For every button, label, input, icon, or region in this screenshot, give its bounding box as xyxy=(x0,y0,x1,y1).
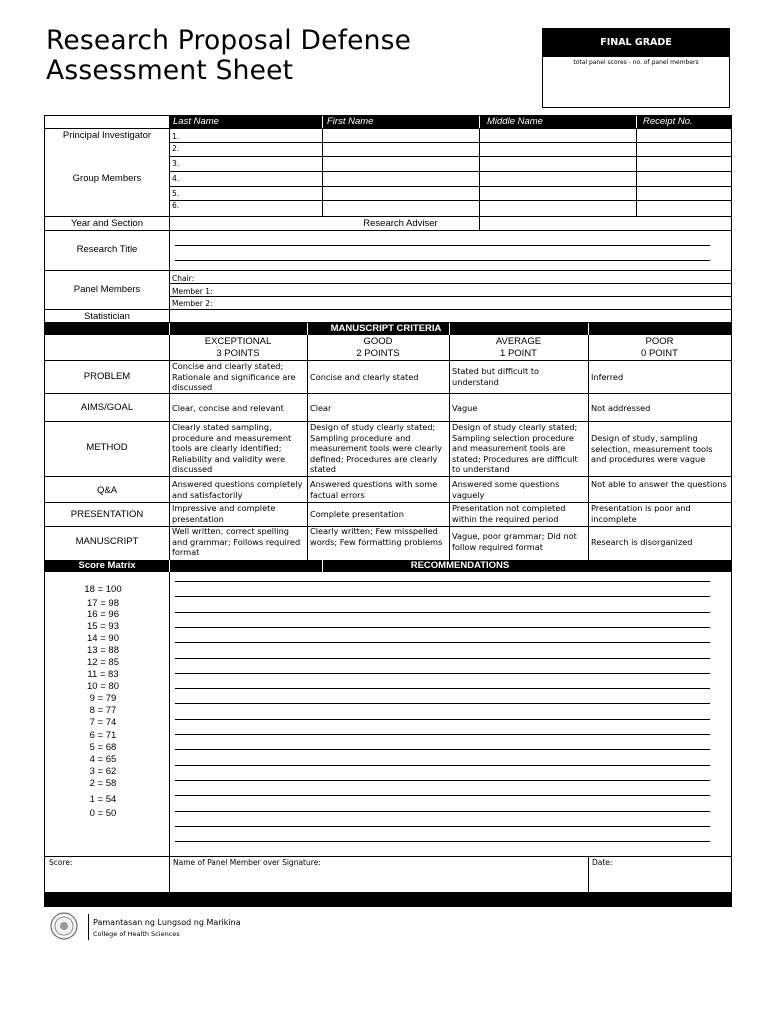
statistician-label: Statistician xyxy=(84,311,130,322)
score-matrix-entry: 17 = 98 xyxy=(87,598,119,609)
criterion-cell: Answered questions completely and satisfactorily xyxy=(172,479,303,500)
criterion-cell: Clearly stated sampling, procedure and measurement tools are clearly identified; Reliability and validity were discussed xyxy=(172,422,292,475)
recommendation-line[interactable] xyxy=(175,688,710,689)
criterion-cell: Not able to answer the questions xyxy=(591,479,727,489)
recommendation-line[interactable] xyxy=(175,841,710,842)
level-good xyxy=(307,336,449,359)
recommendation-line[interactable] xyxy=(175,780,710,781)
title-line-2: Assessment Sheet xyxy=(46,55,294,86)
recommendation-line[interactable] xyxy=(175,765,710,766)
score-matrix-entry: 15 = 93 xyxy=(87,621,119,632)
panel-chair-label: Chair: xyxy=(172,274,195,283)
year-section-label: Year and Section xyxy=(70,218,143,229)
criterion-cell: Concise and clearly stated xyxy=(310,372,419,382)
recommendation-line[interactable] xyxy=(175,596,710,597)
score-matrix-entry: 2 = 58 xyxy=(89,778,117,789)
score-matrix-entry: 3 = 62 xyxy=(89,766,117,777)
row-number-5: 5. xyxy=(172,189,180,198)
col-first-name: First Name xyxy=(327,116,374,127)
research-adviser-label: Research Adviser xyxy=(363,218,438,229)
level-poor xyxy=(588,336,731,359)
recommendation-line[interactable] xyxy=(175,719,710,720)
score-matrix-entry: 9 = 79 xyxy=(89,693,117,704)
criterion-presentation: PRESENTATION xyxy=(70,509,144,520)
score-matrix-entry: 13 = 88 xyxy=(87,645,119,656)
score-matrix-entry: 16 = 96 xyxy=(87,609,119,620)
group-members-label: Group Members xyxy=(72,173,142,184)
score-matrix-entry: 14 = 90 xyxy=(87,633,119,644)
criterion-cell: Well written, correct spelling and grammar; Follows required format xyxy=(172,526,301,558)
score-matrix-entry: 7 = 74 xyxy=(89,717,117,728)
score-matrix-label: Score Matrix xyxy=(78,560,136,571)
recommendation-line[interactable] xyxy=(175,826,710,827)
score-matrix-entry: 4 = 65 xyxy=(89,754,117,765)
panel-member-2-label: Member 2: xyxy=(172,299,213,308)
final-grade-box[interactable] xyxy=(542,28,730,108)
criterion-cell: Vague xyxy=(452,403,478,413)
criterion-manuscript: MANUSCRIPT xyxy=(75,536,139,547)
level-average xyxy=(449,336,588,359)
criterion-aims-goal: AIMS/GOAL xyxy=(80,402,134,413)
final-grade-note: total panel scores - no. of panel members xyxy=(573,59,699,66)
criterion-cell: Presentation not completed within the required period xyxy=(452,503,566,524)
criterion-cell: Design of study clearly stated; Sampling procedure and measurement tools were clearly defined; Procedures are clearly stated xyxy=(310,422,442,475)
level-name: GOOD xyxy=(363,336,393,347)
recommendation-line[interactable] xyxy=(175,581,710,582)
score-matrix-entry: 6 = 71 xyxy=(89,730,117,741)
recommendation-line[interactable] xyxy=(175,749,710,750)
criterion-cell: Inferred xyxy=(591,372,624,382)
row-number-1: 1. xyxy=(172,132,180,141)
criterion-qa: Q&A xyxy=(96,485,118,496)
recommendation-line[interactable] xyxy=(175,811,710,812)
score-matrix-entry: 12 = 85 xyxy=(87,657,119,668)
criterion-cell: Not addressed xyxy=(591,403,651,413)
date-field-label: Date: xyxy=(592,858,613,867)
level-name: EXCEPTIONAL xyxy=(204,336,272,347)
title-line-1: Research Proposal Defense xyxy=(46,25,412,56)
page-title xyxy=(46,26,411,86)
criterion-cell: Answered some questions vaguely xyxy=(452,479,560,500)
level-points: 2 POINTS xyxy=(356,348,400,359)
recommendation-line[interactable] xyxy=(175,734,710,735)
criterion-cell: Clear, concise and relevant xyxy=(172,403,284,413)
level-points: 1 POINT xyxy=(500,348,537,359)
signature-field-label: Name of Panel Member over Signature: xyxy=(173,858,321,867)
score-matrix-entry: 11 = 83 xyxy=(87,669,119,680)
recommendation-line[interactable] xyxy=(175,642,710,643)
panel-members-label: Panel Members xyxy=(73,284,141,295)
recommendations-label: RECOMMENDATIONS xyxy=(410,560,510,571)
recommendation-line[interactable] xyxy=(175,795,710,796)
level-points: 0 POINT xyxy=(641,348,678,359)
score-matrix-entry: 0 = 50 xyxy=(89,808,117,819)
score-matrix-entry: 5 = 68 xyxy=(89,742,117,753)
criterion-cell: Vague, poor grammar; Did not follow required format xyxy=(452,531,577,552)
recommendation-line[interactable] xyxy=(175,703,710,704)
panel-member-1-label: Member 1: xyxy=(172,287,213,296)
assessment-form xyxy=(44,115,732,907)
principal-investigator-label: Principal Investigator xyxy=(62,130,152,141)
level-name: AVERAGE xyxy=(495,336,542,347)
criterion-cell: Concise and clearly stated; Rationale and significance are discussed xyxy=(172,361,296,393)
score-matrix-entry: 18 = 100 xyxy=(84,584,122,595)
row-number-3: 3. xyxy=(172,159,180,168)
criterion-cell: Answered questions with some factual errors xyxy=(310,479,438,500)
col-receipt-no: Receipt No. xyxy=(643,116,693,127)
score-matrix-entry: 1 = 54 xyxy=(89,794,117,805)
criterion-cell: Design of study, sampling selection, measurement tools and procedures were vague xyxy=(591,433,713,465)
criterion-method: METHOD xyxy=(86,442,128,453)
recommendation-line[interactable] xyxy=(175,627,710,628)
manuscript-criteria-label: MANUSCRIPT CRITERIA xyxy=(330,323,442,334)
row-number-6: 6. xyxy=(172,201,180,210)
criterion-cell: Research is disorganized xyxy=(591,537,693,547)
university-seal-icon xyxy=(46,912,82,940)
level-name: POOR xyxy=(645,336,674,347)
score-field-label: Score: xyxy=(49,858,73,867)
university-name: Pamantasan ng Lungsod ng Marikina xyxy=(93,918,241,927)
recommendation-line[interactable] xyxy=(175,658,710,659)
research-title-label: Research Title xyxy=(76,244,138,255)
row-number-2: 2. xyxy=(172,144,180,153)
criterion-cell: Stated but difficult to understand xyxy=(452,366,540,387)
row-number-4: 4. xyxy=(172,174,180,183)
criterion-cell: Impressive and complete presentation xyxy=(172,503,276,524)
col-middle-name: Middle Name xyxy=(487,116,543,127)
score-matrix-entry: 8 = 77 xyxy=(89,705,117,716)
level-points: 3 POINTS xyxy=(216,348,260,359)
col-last-name: Last Name xyxy=(173,116,219,127)
final-grade-label: FINAL GRADE xyxy=(543,29,729,57)
score-matrix-entry: 10 = 80 xyxy=(87,681,119,692)
criterion-cell: Complete presentation xyxy=(310,509,404,519)
criterion-problem: PROBLEM xyxy=(83,371,131,382)
college-name: College of Health Sciences xyxy=(93,930,180,938)
criterion-cell: Design of study clearly stated; Sampling selection procedure and measurement tools are stated; Procedures are difficult to understand xyxy=(452,422,578,475)
recommendation-line[interactable] xyxy=(175,612,710,613)
level-exceptional xyxy=(169,336,307,359)
criterion-cell: Clear xyxy=(310,403,332,413)
criterion-cell: Clearly written; Few misspelled words; Few formatting problems xyxy=(310,526,443,547)
recommendation-line[interactable] xyxy=(175,673,710,674)
form-bottom-bar xyxy=(45,892,731,906)
criterion-cell: Presentation is poor and incomplete xyxy=(591,503,691,524)
